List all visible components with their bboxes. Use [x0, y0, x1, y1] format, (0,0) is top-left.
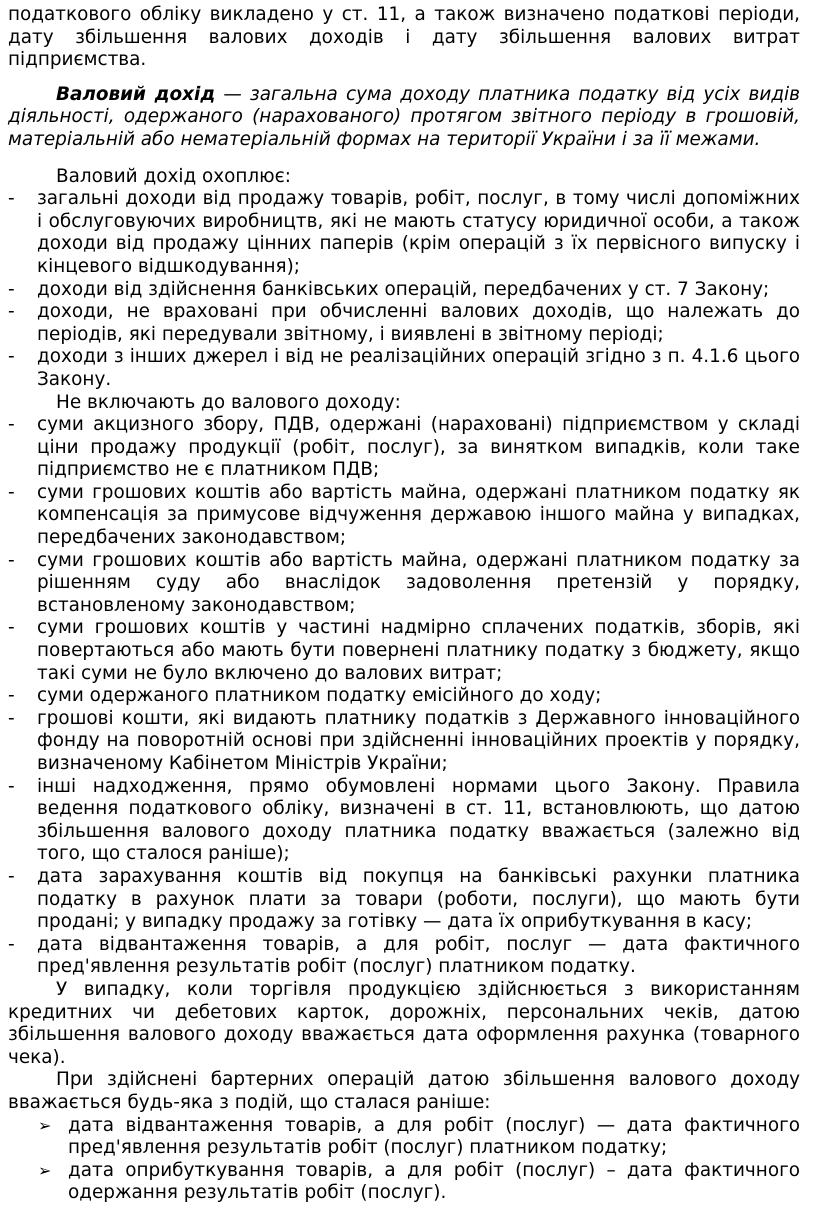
list-item: - доходи від здійснення банківських операцій, передбачених у ст. 7 Закону;	[8, 278, 770, 300]
list-item: - суми грошових коштів або вартість майна, одержані платником податку як компенсація за примусове відчуження державою іншого майна у випадках, передбачених законодавством;	[8, 481, 800, 549]
includes-heading: Валовий дохід охоплює:	[56, 165, 291, 187]
list-item: - доходи, не враховані при обчисленні валових доходів, що належать до періодів, які передували звітному, і виявлені в звітному періоді;	[8, 301, 800, 345]
definition-text: — загальна сума доходу платника податку від усіх видів діяльності, одержаного (нарахованого) протягом звітного періоду в грошовій, матеріальній або нематеріальній формах на території України і за її межами.	[8, 83, 800, 150]
dash-marker: -	[8, 933, 15, 955]
dash-marker: -	[8, 617, 15, 639]
barter-paragraph: При здійснені бартерних операцій датою збільшення валового доходу вважається будь-яка з подій, що сталася раніше:	[8, 1069, 800, 1113]
excludes-list	[8, 414, 800, 979]
list-item: - дата зарахування коштів від покупця на банківські рахунки платника податку в рахунок плати за товари (роботи, послуги), що мають бути продані; у випадку продажу за готівку — дата їх оприбуткування в касу;	[8, 865, 800, 933]
dash-marker: -	[8, 188, 15, 210]
list-item: ➢ дата оприбуткування товарів, а для робіт (послуг) – дата фактичного одержання результатів робіт (послуг).	[38, 1159, 800, 1204]
definition-term: Валовий дохід	[56, 83, 216, 105]
includes-list	[8, 188, 800, 391]
list-item: - загальні доходи від продажу товарів, робіт, послуг, в тому числі допоміжних і обслуговуючих виробництв, які не мають статусу юридичної особи, а також доходи від продажу цінних паперів (крім операцій з їх первісного випуску і кінцевого відшкодування);	[8, 188, 800, 277]
dash-marker: -	[8, 707, 15, 729]
list-item: - суми грошових коштів або вартість майна, одержані платником податку за рішенням суду або внаслідок задоволення претензій у порядку, встановленому законодавством;	[8, 549, 800, 616]
dash-marker: -	[8, 301, 15, 323]
document-page	[8, 4, 800, 1205]
dash-marker: -	[8, 685, 15, 707]
arrow-bullet-icon: ➢	[38, 1115, 52, 1135]
cards-paragraph: У випадку, коли торгівля продукцією здійснюється з використанням кредитних чи дебетових карток, дорожніх, персональних чеків, датою збільшення валового доходу вважається дата оформлення рахунка (товарного чека).	[8, 978, 800, 1068]
list-item: - суми грошових коштів у частині надмірно сплачених податків, зборів, які повертаються або мають бути повернені платнику податку з бюджету, якщо такі суми не було включено до валових витрат;	[8, 617, 800, 684]
excludes-heading: Не включають до валового доходу:	[56, 391, 401, 413]
dash-marker: -	[8, 278, 15, 300]
arrow-bullet-icon: ➢	[38, 1160, 52, 1180]
barter-list	[8, 1115, 800, 1205]
definition-paragraph	[8, 84, 800, 152]
dash-marker: -	[8, 346, 15, 368]
dash-marker: -	[8, 414, 15, 436]
dash-marker: -	[8, 549, 15, 571]
list-item: - дата відвантаження товарів, а для робіт, послуг — дата фактичного пред'явлення результатів робіт (послуг) платником податку.	[8, 933, 800, 978]
intro-paragraph: податкового обліку викладено у ст. 11, а також визначено податкові періоди, дату збільшення валових доходів і дату збільшення валових витрат підприємства.	[8, 4, 800, 71]
list-item: ➢ дата відвантаження товарів, а для робіт (послуг) — дата фактичного пред'явлення результатів робіт (послуг) платником податку;	[38, 1114, 800, 1159]
list-item: - грошові кошти, які видають платнику податків з Державного інноваційного фонду на поворотній основі при здійсненні інноваційних проектів у порядку, визначеному Кабінетом Міністрів України;	[8, 707, 800, 774]
dash-marker: -	[8, 481, 15, 503]
list-item: - суми акцизного збору, ПДВ, одержані (нараховані) підприємством у складі ціни продажу продукції (робіт, послуг), за винятком випадків, коли таке підприємство не є платником ПДВ;	[8, 414, 800, 481]
dash-marker: -	[8, 775, 15, 797]
list-item: - інші надходження, прямо обумовлені нормами цього Закону. Правила ведення податкового обліку, визначені в ст. 11, встановлюють, що датою збільшення валового доходу платника податку вважається (залежно від того, що сталося раніше);	[8, 775, 800, 865]
dash-marker: -	[8, 865, 15, 887]
list-item: - суми одержаного платником податку емісійного до ходу;	[8, 685, 602, 707]
list-item: - доходи з інших джерел і від не реалізаційних операцій згідно з п. 4.1.6 цього Закону.	[8, 346, 800, 390]
